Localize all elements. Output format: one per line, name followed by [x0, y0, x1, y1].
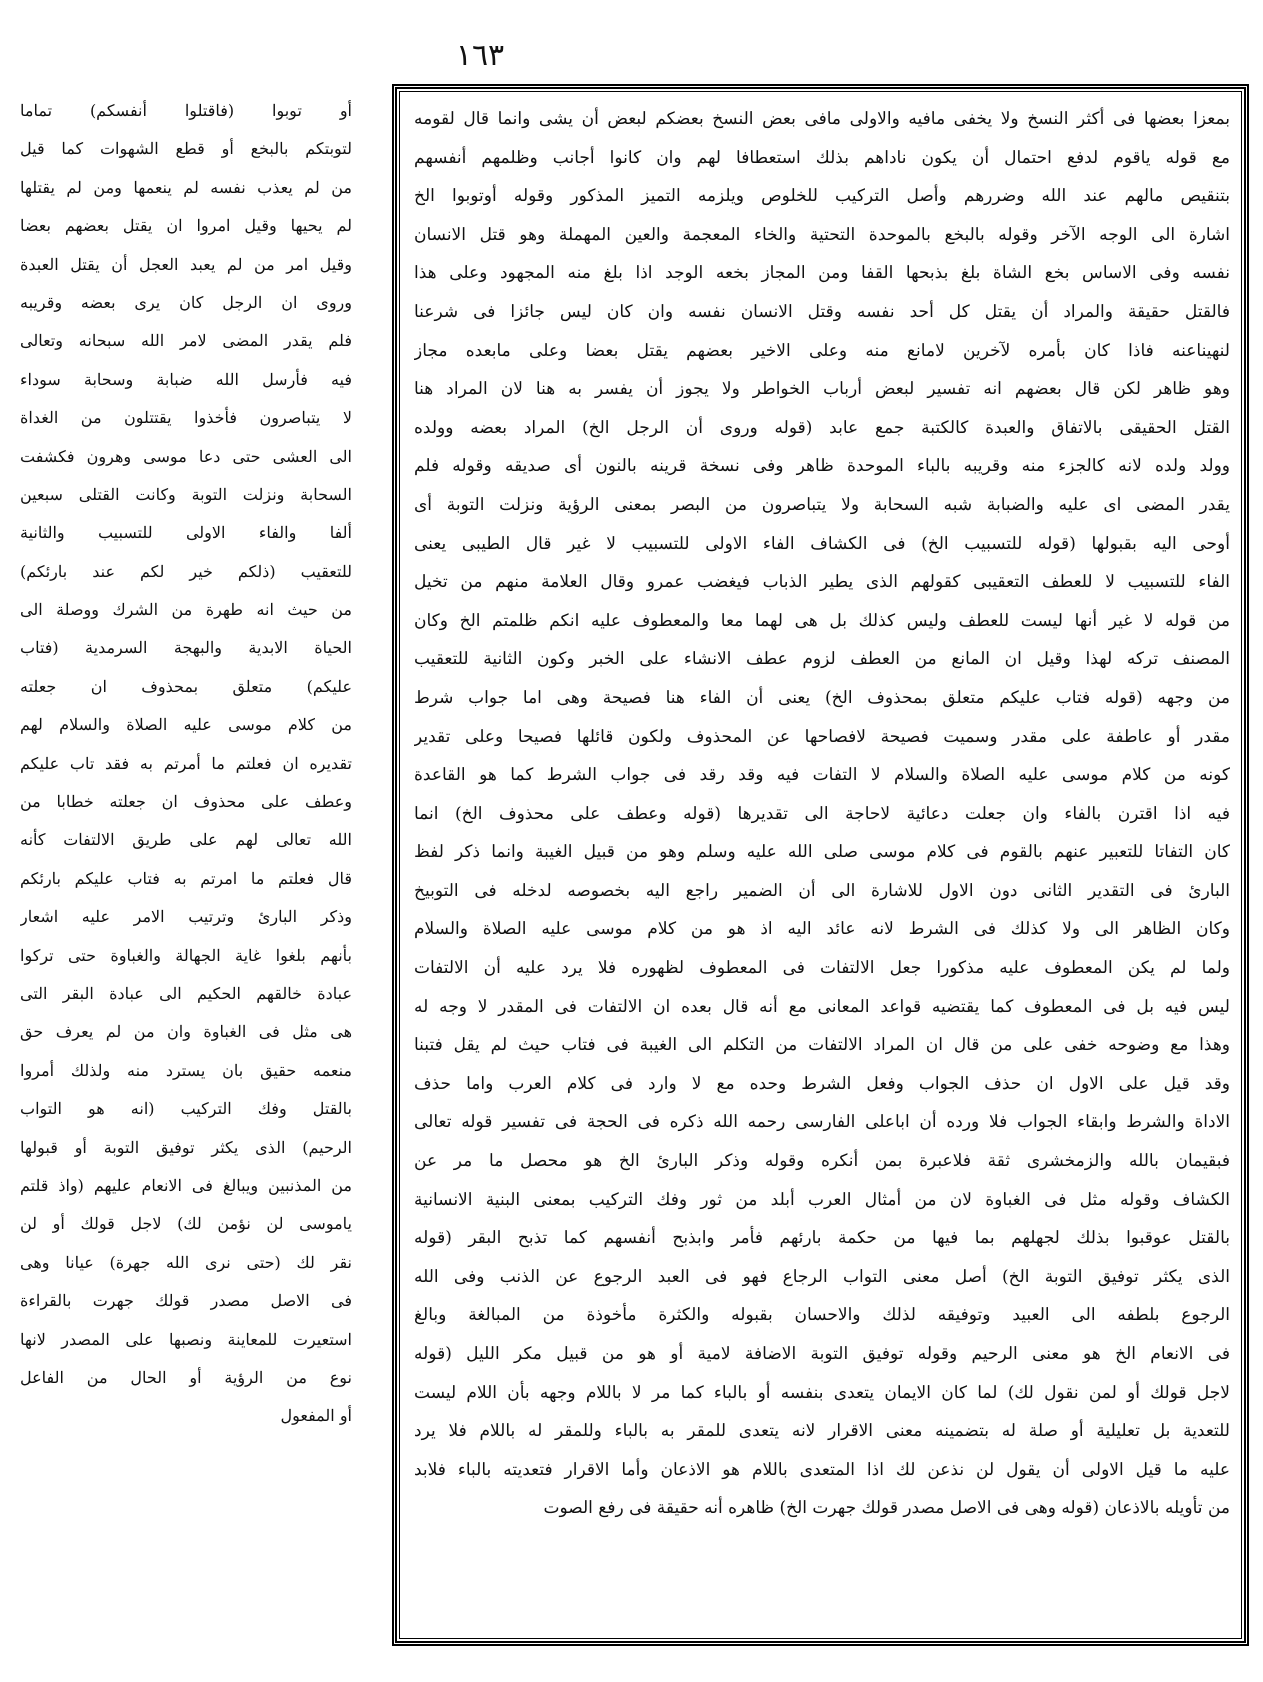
margin-text-line: وذكر البارئ وترتيب الامر عليه اشعار	[20, 907, 352, 927]
main-text-line: فى الانعام الخ هو معنى الرحيم وقوله توفيق التوبة الاضافة لامية أو هو من قبيل مكر الليل (قوله	[414, 1344, 1230, 1364]
main-text-line: وولد ولده لانه كالجزء منه وقريبه بالباء الموحدة ظاهر وفى نسخة قرينه بالنون أى صديقه وقوله فلم	[414, 456, 1230, 477]
main-text-line: من وجهه (قوله فتاب عليكم متعلق بمحذوف الخ) يعنى أن الفاء هنا فصيحة وهى اما جواب شرط	[414, 687, 1230, 708]
main-text-line: بمعزا بعضها فى أكثر النسخ ولا يخفى مافيه والاولى مافى بعض النسخ بعضكم لبعض أن يشى وانما قال لقومه	[414, 109, 1230, 129]
margin-text-line: قال فعلتم ما امرتم به فتاب عليكم بارئكم	[20, 868, 352, 888]
main-text-line: أوحى اليه بقبولها (قوله للتسبيب الخ) فى الكشاف الفاء الاولى للتسبيب لا غير قال الطيبى يعنى	[414, 533, 1230, 554]
margin-text-line: عليكم) متعلق بمحذوف ان جعلته	[20, 676, 352, 696]
main-text-line: وكان الظاهر الى ولا كذلك فى الشرط لانه عائد اليه اذ هو من كلام موسى عليه الصلاة والسلام	[414, 919, 1230, 940]
margin-text-line: أو المفعول	[280, 1406, 352, 1426]
margin-text-line: عبادة خالقهم الحكيم الى عبادة البقر التى	[20, 983, 352, 1003]
main-text-line: نفسه وفى الاساس بخع الشاة بلغ بذبحها القفا ومن المجاز بخعه الوجد اذا بلغ منه المجهود وعلى هذا	[414, 263, 1230, 284]
main-text-line: الكشاف وقوله مثل فى الغباوة لان من أمثال العرب أبلد من ثور وفك التركيب بمعنى البنية الانسانية	[414, 1189, 1230, 1210]
main-text-line: كان التفاتا للتعبير عنهم بالقوم فى كلام موسى صلى الله عليه وسلم وهو من قبيل الغيبة وانما ذكر لفظ	[414, 842, 1230, 863]
page-number: ١٦٣	[455, 38, 505, 73]
margin-text-line: وقيل امر من لم يعبد العجل أن يقتل العبدة	[20, 254, 352, 274]
main-text-line: بتنقيص مالهم عند الله وضررهم وأصل التركيب للخلوص ويلزمه التميز المذكور وقوله أوتوبوا الخ	[414, 186, 1230, 207]
main-text-line: الرجوع بلطفه الى العبيد وتوفيقه لذلك والاحسان بقبوله والكثرة مأخوذة من المبالغة وبالغ	[414, 1305, 1230, 1326]
main-text-line: لنهيناعنه فاذا كان بأمره لآخرين لامانع منه وعلى الاخير بعضهم يقتل بعضا وعلى مابعده مجاز	[414, 340, 1230, 361]
margin-text-line: لم يحيها وقيل امروا ان يقتل بعضهم بعضا	[20, 216, 352, 236]
margin-text-line: من المذنبين ويبالغ فى الانعام عليهم (واذ قلتم	[20, 1175, 352, 1195]
margin-text-line: استعيرت للمعاينة ونصبها على المصدر لانها	[20, 1329, 352, 1349]
main-text-line: من قوله لا غير أنها ليست للعطف وليس كذلك بل هى لهما معا والمعطوف عليه انكم ظلمتم الخ وكان	[414, 610, 1230, 631]
margin-text-line: الرحيم) الذى يكثر توفيق التوبة أو قبولها	[20, 1137, 352, 1157]
margin-text-line: الى العشى حتى دعا موسى وهرون فكشفت	[20, 446, 352, 466]
main-text-line: ليس فيه بل فى المعطوف كما يقتضيه قواعد المعانى مع أنه قال بعده ان الالتفات فى المقدر لا وجه له	[414, 996, 1230, 1017]
main-text-line: من تأويله بالاذعان (قوله وهى فى الاصل مصدر قولك جهرت الخ) ظاهره أنه حقيقة فى رفع الصوت	[543, 1498, 1230, 1519]
main-text-line: بالقتل عوقبوا بذلك لجهلهم بما فيها من حكمة بارئهم فأمر وابذبح أنفسهم كما تذبح البقر (قوله	[414, 1228, 1230, 1249]
margin-text-line: فى الاصل مصدر قولك جهرت بالقراءة	[20, 1291, 352, 1311]
margin-text-line: من حيث انه طهرة من الشرك ووصلة الى	[20, 600, 352, 620]
main-text-line: الذى يكثر توفيق التوبة الخ) أصل معنى التواب الرجاع فهو فى العبد الرجوع عن الذنب وفى الله	[414, 1266, 1230, 1287]
margin-text	[20, 92, 352, 1436]
margin-text-line: للتعقيب (ذلكم خير لكم عند بارئكم)	[20, 561, 352, 581]
margin-text-line: نقر لك (حتى نرى الله جهرة) عيانا وهى	[20, 1252, 352, 1272]
main-text-line: وقد قيل على الاول ان حذف الجواب وفعل الشرط وحده مع لا وارد فى كلام العرب واما حذف	[414, 1073, 1230, 1094]
main-text-line: مقدر أو عاطفة على مقدر وسميت فصيحة لافصاحها عن المحذوف ولكون قائلها فصيحا وعلى تقدير	[414, 726, 1230, 747]
margin-text-line: فلم يقدر المضى لامر الله سبحانه وتعالى	[20, 331, 352, 351]
margin-text-line: وروى ان الرجل كان يرى بعضه وقريبه	[20, 292, 352, 312]
main-text-line: الاداة والشرط وابقاء الجواب فلا ورده أن اباعلى الفارسى رحمه الله ذكره فى الحجة فى تفسير قوله تعالى	[414, 1112, 1230, 1133]
margin-text-line: أو توبوا (فاقتلوا أنفسكم) تماما	[20, 101, 352, 120]
margin-text-line: ألفا والفاء الاولى للتسبيب والثانية	[20, 523, 352, 543]
main-text-line: القتل الحقيقى بالاتفاق والعبدة كالكتبة جمع عابد (قوله وروى أن الرجل الخ) المراد بعضه وولده	[414, 417, 1230, 438]
margin-text-line: من لم يعذب نفسه لم ينعمها ومن لم يقتلها	[20, 177, 352, 197]
main-text-line: مع قوله ياقوم لدفع احتمال أن يكون ناداهم بذلك استعطافا لهم وان كانوا أجانب وظلمهم أنفسهم	[414, 147, 1230, 168]
margin-text-line: الله تعالى لهم على طريق الالتفات كأنه	[20, 830, 352, 850]
main-text-line: يقدر المضى اى عليه والضبابة شبه السحابة ولا يتباصرون من البصر بمعنى الرؤية ونزلت التوبة أى	[414, 494, 1230, 515]
main-text-line: البارئ فى التقدير الثانى دون الاول للاشارة الى أن الضمير راجع اليه بخصوصه لدخله فى التوبيخ	[414, 880, 1230, 901]
main-text-line: المصنف تركه لهذا وقيل ان المانع من العطف لزوم عطف الانشاء على الخبر وكون الثانية للتعقيب	[414, 649, 1230, 670]
main-text-line: عليه ما قيل الاولى أن يقول لن نذعن لك اذا المتعدى باللام هو الاذعان وأما الاقرار فتعديته بالباء فلابد	[414, 1459, 1230, 1480]
margin-text-line: السحابة ونزلت التوبة وكانت القتلى سبعين	[20, 484, 352, 504]
main-text-line: وهو ظاهر لكن قال بعضهم انه تفسير لبعض أرباب الخواطر ولا يجوز أن يفسر به هنا لان المراد هنا	[414, 379, 1230, 400]
margin-text-line: وعطف على محذوف ان جعلته خطابا من	[20, 792, 352, 812]
margin-text-line: من كلام موسى عليه الصلاة والسلام لهم	[20, 715, 352, 735]
margin-text-line: بالقتل وفك التركيب (انه هو التواب	[20, 1099, 352, 1119]
main-text-line: فبقيمان بالله والزمخشرى ثقة فلاعبرة بمن أنكره وقوله وذكر البارئ الخ هو محصل ما مر عن	[414, 1151, 1230, 1172]
margin-text-line: لا يتباصرون فأخذوا يقتتلون من الغداة	[20, 408, 352, 428]
margin-text-line: منعمه حقيق بان يسترد منه ولذلك أمروا	[20, 1060, 352, 1080]
main-text-line: ولما لم يكن المعطوف عليه مذكورا جعل الالتفات فى المعطوف لظهوره فلا يرد عليه أن الالتفات	[414, 958, 1230, 979]
margin-text-line: الحياة الابدية والبهجة السرمدية (فتاب	[20, 638, 352, 658]
main-text-line: كونه من كلام موسى عليه الصلاة والسلام لا التفات فيه وقد رقد فى جواب الشرط كما هو القاعدة	[414, 765, 1230, 786]
main-text-line: للتعدية بل تعليلية أو صلة له بتضمينه معنى الاقرار لانه يتعدى للمقر به بالباء وللمقر له باللام فلا يرد	[414, 1421, 1230, 1442]
margin-text-line: هى مثل فى الغباوة وان من لم يعرف حق	[20, 1022, 352, 1042]
main-text-line: فالقتل حقيقة والمراد أن يقتل كل أحد نفسه وقتل الانسان نفسه وان كان ليس جائزا فى شرعنا	[414, 301, 1230, 322]
main-text-line: الفاء للتسبيب لا للعطف التعقيبى كقولهم الذى يطير الذباب فيغضب عمرو وقال العلامة منهم من تخيل	[414, 572, 1230, 593]
main-text-line: فيه اذا اقترن بالفاء وان جعلت دعائية لاحاجة الى تقديرها (قوله وعطف على محذوف الخ) انما	[414, 803, 1230, 824]
margin-text-line: بأنهم بلغوا غاية الجهالة والغباوة حتى تركوا	[20, 945, 352, 965]
main-commentary-text	[414, 100, 1230, 1528]
margin-text-line: نوع من الرؤية أو الحال من الفاعل	[20, 1367, 352, 1387]
main-text-line: لاجل قولك أو لمن نقول لك) لما كان الايمان يتعدى بنفسه أو بالباء كما مر لا باللام وجهه بأن اللام ليست	[414, 1382, 1230, 1403]
margin-text-line: لتوبتكم بالبخع أو قطع الشهوات كما قيل	[20, 139, 352, 159]
margin-text-line: ياموسى لن نؤمن لك) لاجل قولك أو لن	[20, 1214, 352, 1234]
main-text-line: اشارة الى الوجه الآخر وقوله بالبخع بالموحدة التحتية والخاء المعجمة والعين المهملة وهو قتل الانسان	[414, 224, 1230, 245]
main-text-line: وهذا مع وضوحه خفى على من قال ان المراد الالتفات من التكلم الى الغيبة فى فتاب حيث لم يقل فتبنا	[414, 1035, 1230, 1056]
margin-text-line: فيه فأرسل الله ضبابة وسحابة سوداء	[20, 369, 352, 389]
margin-text-line: تقديره ان فعلتم ما أمرتم به فقد تاب عليكم	[20, 753, 352, 773]
